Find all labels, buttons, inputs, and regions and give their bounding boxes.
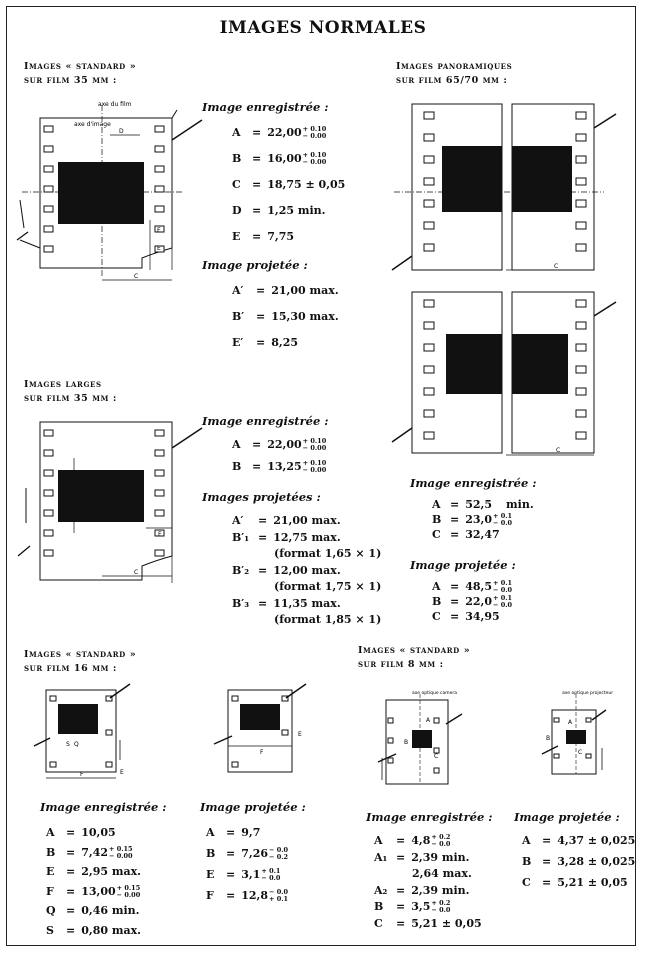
value-key: A: [46, 826, 55, 839]
equals-sign: =: [66, 923, 76, 937]
tolerance-lower: − 0.0: [493, 586, 513, 594]
axis-camera-label: axe optique camera: [412, 691, 458, 696]
heading-line: Images « standard »: [24, 61, 137, 72]
diagram-8-projected: [536, 684, 626, 784]
value-row: [374, 834, 450, 848]
diagram-16-projected: [212, 682, 322, 782]
tolerance-lower: − 0.2: [269, 853, 289, 861]
value-row: [232, 284, 339, 298]
value-row: [232, 230, 294, 244]
value-number: 8,25: [271, 336, 299, 349]
value-number: 10,05: [81, 826, 116, 839]
value-row: [232, 514, 341, 528]
value-row: [432, 610, 500, 624]
dim-label-S: S: [66, 741, 70, 748]
value-number: 12,8: [241, 889, 269, 902]
value-key: E: [232, 230, 241, 243]
value-number: 0,46 min.: [81, 904, 140, 917]
heading-line: sur film 8 mm :: [358, 659, 444, 670]
value-row: [46, 885, 140, 899]
value-number: 4,37 ± 0,025: [557, 834, 636, 847]
tolerance-upper: + 0.15: [109, 844, 133, 853]
value-key: B: [46, 845, 56, 859]
value-number: 2,39 min.: [411, 850, 470, 864]
section-heading-35-large: [24, 378, 117, 406]
value-key: B′₂: [232, 563, 250, 577]
dim-label-Q: Q: [74, 741, 79, 748]
value-number: 2,39 min.: [411, 883, 470, 897]
equals-sign: =: [66, 845, 76, 859]
value-key: C: [374, 916, 383, 930]
value-key: E′: [232, 336, 244, 349]
equals-sign: =: [226, 847, 236, 860]
dim-label-F: F: [80, 771, 84, 778]
equals-sign: =: [256, 310, 266, 323]
value-row: [374, 867, 472, 881]
value-row: [46, 826, 116, 840]
tolerance-lower: − 0.00: [302, 444, 327, 452]
value-number: 5,21 ± 0,05: [557, 876, 628, 889]
axis-film-label: axe du film: [98, 101, 132, 108]
tolerance-lower: − 0.00: [302, 466, 327, 474]
subheading: Image projetée :: [200, 800, 306, 814]
value-key: S: [46, 923, 54, 937]
equals-sign: =: [450, 498, 460, 511]
diagram-65-70-projected: [394, 288, 614, 463]
tolerance-upper: + 0.1: [261, 867, 281, 875]
tolerance: [493, 595, 512, 609]
value-number: 0,80 max.: [81, 923, 141, 937]
value-number: 15,30 max.: [271, 310, 339, 323]
value-key: A′: [232, 284, 244, 297]
subheading: Image projetée :: [202, 258, 308, 272]
value-key: B: [232, 152, 242, 165]
value-key: C: [432, 528, 441, 541]
equals-sign: =: [542, 855, 552, 868]
diagram-8-recorded: [376, 688, 476, 788]
subheading: Image enregistrée :: [202, 100, 329, 114]
value-key: A₁: [374, 850, 388, 864]
dim-label-E: E: [120, 769, 124, 776]
heading-line: sur film 35 mm :: [24, 393, 117, 404]
tolerance: [431, 834, 450, 848]
value-number: 12,75 max.: [273, 530, 341, 544]
value-number: 23,0: [465, 513, 493, 526]
tolerance-upper: + 0.10: [302, 459, 327, 467]
value-key: A: [432, 498, 441, 511]
equals-sign: =: [450, 528, 460, 541]
equals-sign: =: [450, 580, 460, 593]
subheading: Image projetée :: [514, 810, 620, 824]
heading-line: sur film 16 mm :: [24, 663, 117, 674]
value-number: 13,25: [267, 460, 302, 473]
dim-label-C: C: [434, 753, 439, 760]
heading-line: Images larges: [24, 379, 102, 390]
tolerance-lower: − 0.00: [302, 158, 327, 166]
value-note: (format 1,75 × 1): [274, 580, 382, 593]
dim-label-C: C: [578, 749, 583, 756]
value-number: 11,35 max.: [273, 596, 341, 610]
tolerance: [303, 460, 327, 474]
value-note: 2,64 max.: [412, 867, 472, 880]
equals-sign: =: [396, 834, 406, 847]
tolerance-lower: − 0.0: [431, 906, 451, 914]
value-number: 1,25 min.: [267, 204, 326, 217]
value-number: 48,5: [465, 580, 493, 593]
tolerance-lower: − 0.00: [116, 890, 141, 899]
equals-sign: =: [450, 610, 460, 623]
equals-sign: =: [258, 563, 268, 577]
value-key: B′₁: [232, 530, 250, 544]
equals-sign: =: [256, 336, 266, 349]
tolerance: [117, 885, 141, 899]
tolerance: [269, 847, 288, 861]
section-heading-16: [24, 648, 136, 676]
value-row: [232, 460, 326, 474]
value-key: B: [232, 460, 242, 473]
subheading: Image enregistrée :: [202, 414, 329, 428]
value-row: [46, 846, 133, 860]
tolerance: [261, 868, 280, 882]
value-row: [374, 884, 469, 898]
value-key: D: [232, 204, 242, 217]
value-row: [206, 847, 288, 861]
diagram-65-70-recorded: [394, 100, 614, 280]
value-key: B: [522, 855, 532, 868]
subheading: Image enregistrée :: [40, 800, 167, 814]
dim-label-E-prime: E′: [157, 245, 163, 252]
value-key: B: [432, 595, 442, 608]
equals-sign: =: [66, 865, 76, 878]
tolerance: [493, 513, 512, 527]
value-key: F: [46, 884, 54, 898]
value-number: 3,28 ± 0,025: [557, 855, 636, 868]
tolerance-upper: + 0.15: [116, 883, 141, 892]
value-row: [232, 580, 381, 594]
dim-label-C: C: [556, 447, 561, 454]
axis-projector-label: axe optique projecteur: [562, 691, 614, 696]
value-key: B: [374, 900, 384, 913]
equals-sign: =: [450, 595, 460, 608]
tolerance-upper: + 0.10: [302, 151, 327, 159]
dim-label-C: C: [134, 569, 139, 576]
tolerance-lower: − 0.0: [493, 601, 513, 609]
value-number: 18,75 ± 0,05: [267, 178, 346, 191]
value-row: [432, 580, 512, 594]
dim-label-C: C: [554, 263, 559, 270]
value-row: [232, 547, 381, 561]
value-row: [46, 924, 141, 938]
value-row: [374, 900, 450, 914]
value-row: [232, 531, 341, 545]
value-number: 21,00 max.: [273, 514, 341, 527]
value-row: [232, 438, 326, 452]
value-row: [206, 889, 288, 903]
equals-sign: =: [542, 876, 552, 889]
tolerance-upper: + 0.2: [431, 833, 451, 841]
equals-sign: =: [450, 513, 460, 526]
equals-sign: =: [252, 438, 262, 451]
tolerance: [493, 580, 512, 594]
diagram-35-standard: [22, 100, 202, 295]
equals-sign: =: [66, 826, 76, 839]
tolerance-lower: − 0.00: [109, 851, 133, 860]
value-row: [232, 597, 341, 611]
value-row: [232, 152, 326, 166]
value-row: [432, 528, 500, 542]
dim-label-E: E: [157, 227, 161, 234]
tolerance-upper: + 0.1: [493, 579, 513, 587]
equals-sign: =: [66, 884, 76, 898]
heading-line: sur film 35 mm :: [24, 75, 117, 86]
tolerance-upper: − 0.0: [269, 888, 289, 896]
heading-line: Images « standard »: [24, 649, 137, 660]
value-number: 2,95 max.: [81, 865, 141, 878]
equals-sign: =: [256, 284, 266, 297]
value-number: 34,95: [465, 610, 500, 623]
value-row: [374, 917, 482, 931]
dim-label-B: B: [546, 735, 551, 742]
value-note: (format 1,65 × 1): [274, 547, 382, 560]
equals-sign: =: [252, 126, 262, 139]
equals-sign: =: [252, 230, 262, 243]
value-row: [46, 904, 139, 918]
value-key: Q: [46, 904, 56, 917]
dim-label-A: A: [568, 719, 573, 726]
heading-line: Images panoramiques: [396, 61, 513, 72]
equals-sign: =: [396, 883, 406, 897]
value-number: 52,5: [465, 498, 493, 511]
value-row: [232, 178, 345, 192]
value-key: A′: [232, 514, 244, 527]
value-row: [522, 834, 635, 848]
diagram-35-large: [22, 418, 202, 598]
value-key: A: [232, 438, 241, 451]
dim-label-E: E: [298, 731, 302, 738]
tolerance-upper: + 0.2: [431, 899, 451, 907]
value-row: [206, 826, 260, 840]
value-key: C: [432, 610, 441, 623]
value-row: [522, 876, 628, 890]
value-number: 3,5: [411, 900, 431, 913]
value-number: 7,42: [81, 845, 109, 859]
heading-line: Images « standard »: [358, 645, 471, 656]
equals-sign: =: [252, 152, 262, 165]
value-number: 21,00 max.: [271, 284, 339, 297]
tolerance-lower: − 0.0: [493, 519, 513, 527]
tolerance-upper: + 0.10: [302, 437, 327, 445]
value-number: 9,7: [241, 826, 261, 839]
equals-sign: =: [396, 916, 406, 930]
value-number: 7,75: [267, 230, 295, 243]
value-row: [232, 204, 325, 218]
value-row: [432, 498, 534, 512]
value-row: [232, 613, 381, 627]
value-key: A: [232, 126, 241, 139]
dim-label-C: C: [134, 273, 139, 280]
tolerance-lower: + 0.1: [269, 895, 289, 903]
value-number: 32,47: [465, 528, 500, 541]
value-row: [432, 513, 512, 527]
value-suffix: min.: [506, 498, 534, 511]
subheading: Image enregistrée :: [366, 810, 493, 824]
subheading: Images projetées :: [202, 490, 321, 504]
value-key: C: [232, 178, 241, 191]
tolerance-lower: − 0.00: [302, 132, 327, 140]
value-number: 3,1: [241, 868, 261, 881]
value-row: [46, 865, 141, 879]
heading-line: sur film 65/70 mm :: [396, 75, 508, 86]
section-heading-65-70: [396, 60, 512, 88]
equals-sign: =: [258, 514, 268, 527]
tolerance: [303, 438, 327, 452]
value-key: A: [206, 826, 215, 839]
value-row: [232, 336, 298, 350]
value-key: F: [206, 889, 214, 902]
dim-label-A: A: [426, 717, 431, 724]
tolerance: [269, 889, 288, 903]
section-heading-8: [358, 644, 470, 672]
value-row: [522, 855, 635, 869]
value-number: 22,00: [267, 438, 302, 451]
equals-sign: =: [252, 204, 262, 217]
equals-sign: =: [252, 460, 262, 473]
tolerance-upper: + 0.10: [302, 125, 327, 133]
value-key: A: [522, 834, 531, 847]
equals-sign: =: [226, 868, 236, 881]
subheading: Image projetée :: [410, 558, 516, 572]
value-number: 22,00: [267, 126, 302, 139]
value-key: B: [206, 847, 216, 860]
value-key: B: [432, 513, 442, 526]
equals-sign: =: [542, 834, 552, 847]
equals-sign: =: [396, 850, 406, 864]
value-key: A₂: [374, 883, 388, 897]
equals-sign: =: [258, 596, 268, 610]
value-row: [232, 564, 341, 578]
dim-label-F: F: [260, 749, 264, 756]
value-key: B′₃: [232, 596, 250, 610]
tolerance: [431, 900, 450, 914]
page-title: IMAGES NORMALES: [219, 18, 427, 38]
tolerance: [303, 152, 327, 166]
equals-sign: =: [396, 900, 406, 913]
equals-sign: =: [258, 530, 268, 544]
value-note: (format 1,85 × 1): [274, 613, 382, 626]
value-number: 4,8: [411, 834, 431, 847]
value-key: A: [374, 834, 383, 847]
tolerance: [303, 126, 327, 140]
tolerance: [109, 846, 133, 860]
subheading: Image enregistrée :: [410, 476, 537, 490]
diagram-16-recorded: [30, 682, 140, 782]
value-number: 22,0: [465, 595, 493, 608]
value-row: [232, 310, 339, 324]
dim-label-B: B: [404, 739, 409, 746]
value-number: 16,00: [267, 152, 302, 165]
value-number: 5,21 ± 0,05: [411, 916, 482, 930]
tolerance-upper: + 0.1: [493, 594, 513, 602]
value-row: [374, 851, 469, 865]
dim-label-D: D: [119, 128, 124, 135]
value-number: 7,26: [241, 847, 269, 860]
value-key: C: [522, 876, 531, 889]
section-heading-35-standard: [24, 60, 136, 88]
equals-sign: =: [252, 178, 262, 191]
equals-sign: =: [226, 889, 236, 902]
value-row: [432, 595, 512, 609]
tolerance-lower: − 0.0: [431, 840, 451, 848]
value-number: 13,00: [81, 884, 116, 898]
value-row: [232, 126, 326, 140]
axis-image-label: axe d'image: [74, 121, 111, 128]
value-key: A: [432, 580, 441, 593]
value-key: E: [46, 865, 55, 878]
value-key: E: [206, 868, 215, 881]
equals-sign: =: [226, 826, 236, 839]
equals-sign: =: [66, 904, 76, 917]
tolerance-upper: + 0.1: [493, 512, 513, 520]
tolerance-lower: − 0.0: [261, 874, 281, 882]
tolerance-upper: − 0.0: [269, 846, 289, 854]
value-key: B′: [232, 310, 245, 323]
value-number: 12,00 max.: [273, 563, 341, 577]
value-row: [206, 868, 280, 882]
dim-label-E: E: [158, 531, 162, 538]
